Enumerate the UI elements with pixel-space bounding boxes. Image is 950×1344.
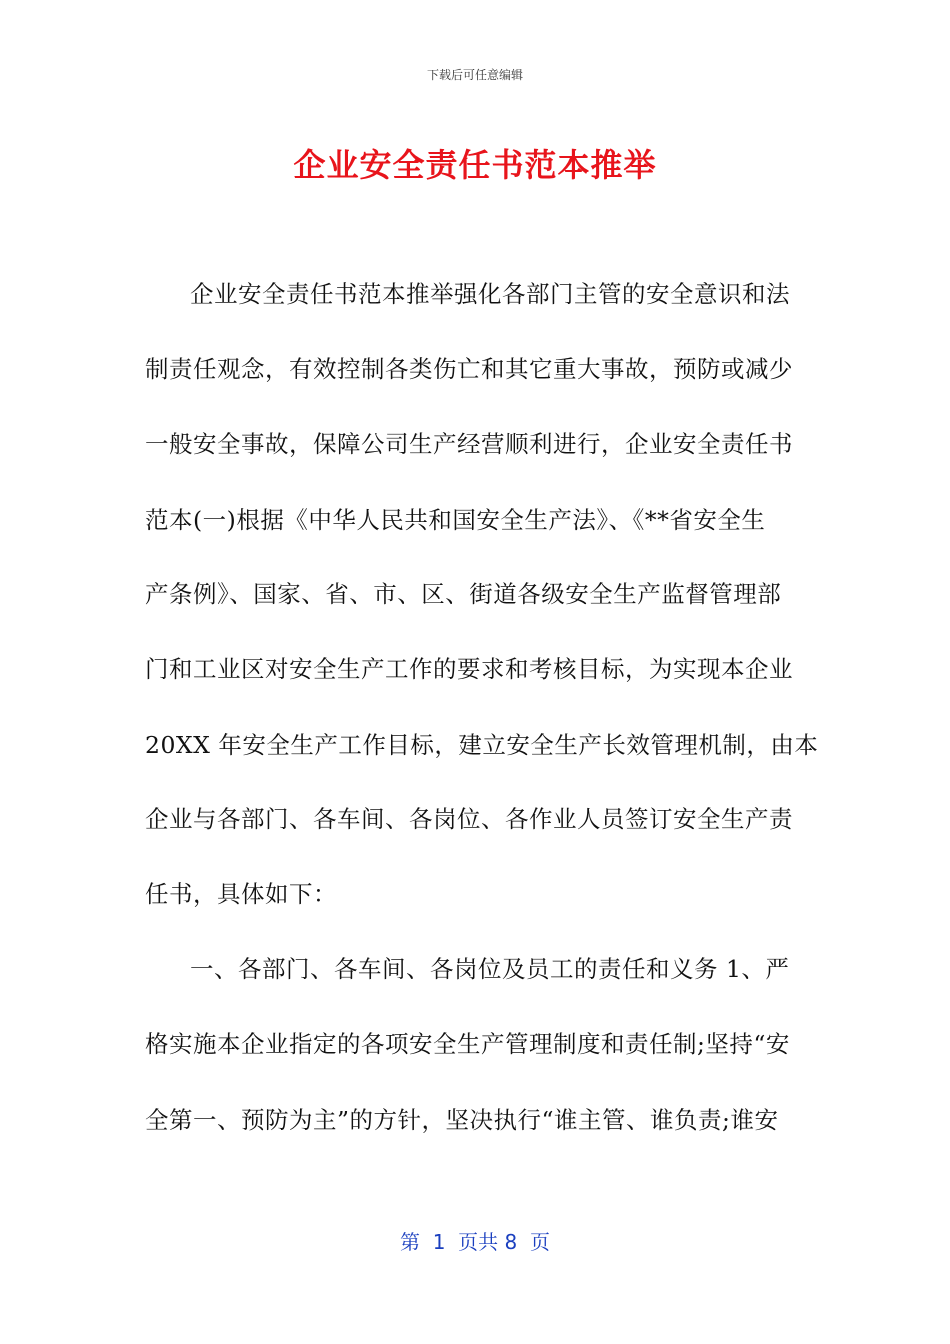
document-title: 企业安全责任书范本推举 xyxy=(293,146,657,184)
body-line: 一、各部门、各车间、各岗位及员工的责任和义务 1、严 xyxy=(190,955,790,983)
page-footer: 第 1 页共 8 页 xyxy=(400,1230,550,1254)
body-line: 企业安全责任书范本推举强化各部门主管的安全意识和法 xyxy=(190,280,790,308)
body-line: 全第一、预防为主”的方针，坚决执行“谁主管、谁负责;谁安 xyxy=(145,1106,779,1134)
header-note: 下载后可任意编辑 xyxy=(426,68,523,82)
body-line: 企业与各部门、各车间、各岗位、各作业人员签订安全生产责 xyxy=(145,805,793,833)
body-line: 20XX 年安全生产工作目标，建立安全生产长效管理机制，由本 xyxy=(145,731,819,759)
body-line: 一般安全事故，保障公司生产经营顺利进行，企业安全责任书 xyxy=(145,430,793,458)
body-line: 门和工业区对安全生产工作的要求和考核目标，为实现本企业 xyxy=(145,655,793,683)
body-line: 任书，具体如下： xyxy=(145,880,337,908)
body-line: 格实施本企业指定的各项安全生产管理制度和责任制;坚持“安 xyxy=(145,1030,790,1058)
body-line: 范本(一)根据《中华人民共和国安全生产法》、《**省安全生 xyxy=(145,506,766,534)
body-line: 制责任观念，有效控制各类伤亡和其它重大事故，预防或减少 xyxy=(145,355,793,383)
body-line: 产条例》、国家、省、市、区、街道各级安全生产监督管理部 xyxy=(145,580,782,608)
